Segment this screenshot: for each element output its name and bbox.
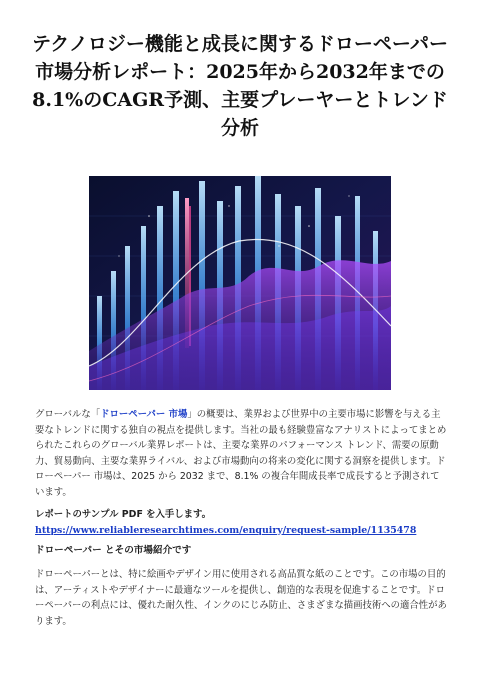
intro-paragraph (35, 407, 447, 500)
section-heading: ドローペーパー とその市場紹介です (35, 545, 192, 556)
market-chart-illustration (89, 176, 391, 390)
market-link[interactable]: ドローペーパー 市場 (100, 409, 188, 420)
intro-text-before: グローバルな「 (35, 409, 101, 420)
sample-label: レポートのサンプル PDF を入手します。 (35, 509, 211, 520)
sample-request-link[interactable]: https://www.reliableresearchtimes.com/enquiry/request-sample/1135478 (35, 524, 417, 536)
sample-request (35, 507, 447, 538)
page-title: テクノロジー機能と成長に関するドローペーパー市場分析レポート：2025年から2032年までの8.1%のCAGR予測、主要プレーヤーとトレンド分析 (32, 33, 448, 139)
section-paragraph: ドローペーパーとは、特に絵画やデザイン用に使用される高品質な紙のことです。この市場の目的は、アーティストやデザイナーに最適なツールを提供し、創造的な表現を促進することです。ドローペーパーの利点には、優れた耐久性、インクのにじみ防止、さまざまな描画技術への適合性があります。 (35, 569, 447, 627)
intro-text-after: 」の概要は、業界および世界中の主要市場に影響を与える主要なトレンドに関する独自の視点を提供します。当社の最も経験豊富なアナリストによってまとめられたこれらのグローバル業界レポートは、主要な業界のパフォーマンス トレンド、需要の原動力、貿易動向、主要な業界ライバル、および市場動向の将来の変化に関する洞察を提供します。ドローペーパー 市場は、2025 から 2032 まで、8.1% の複合年間成長率で成長すると予測されています。 (35, 409, 447, 498)
